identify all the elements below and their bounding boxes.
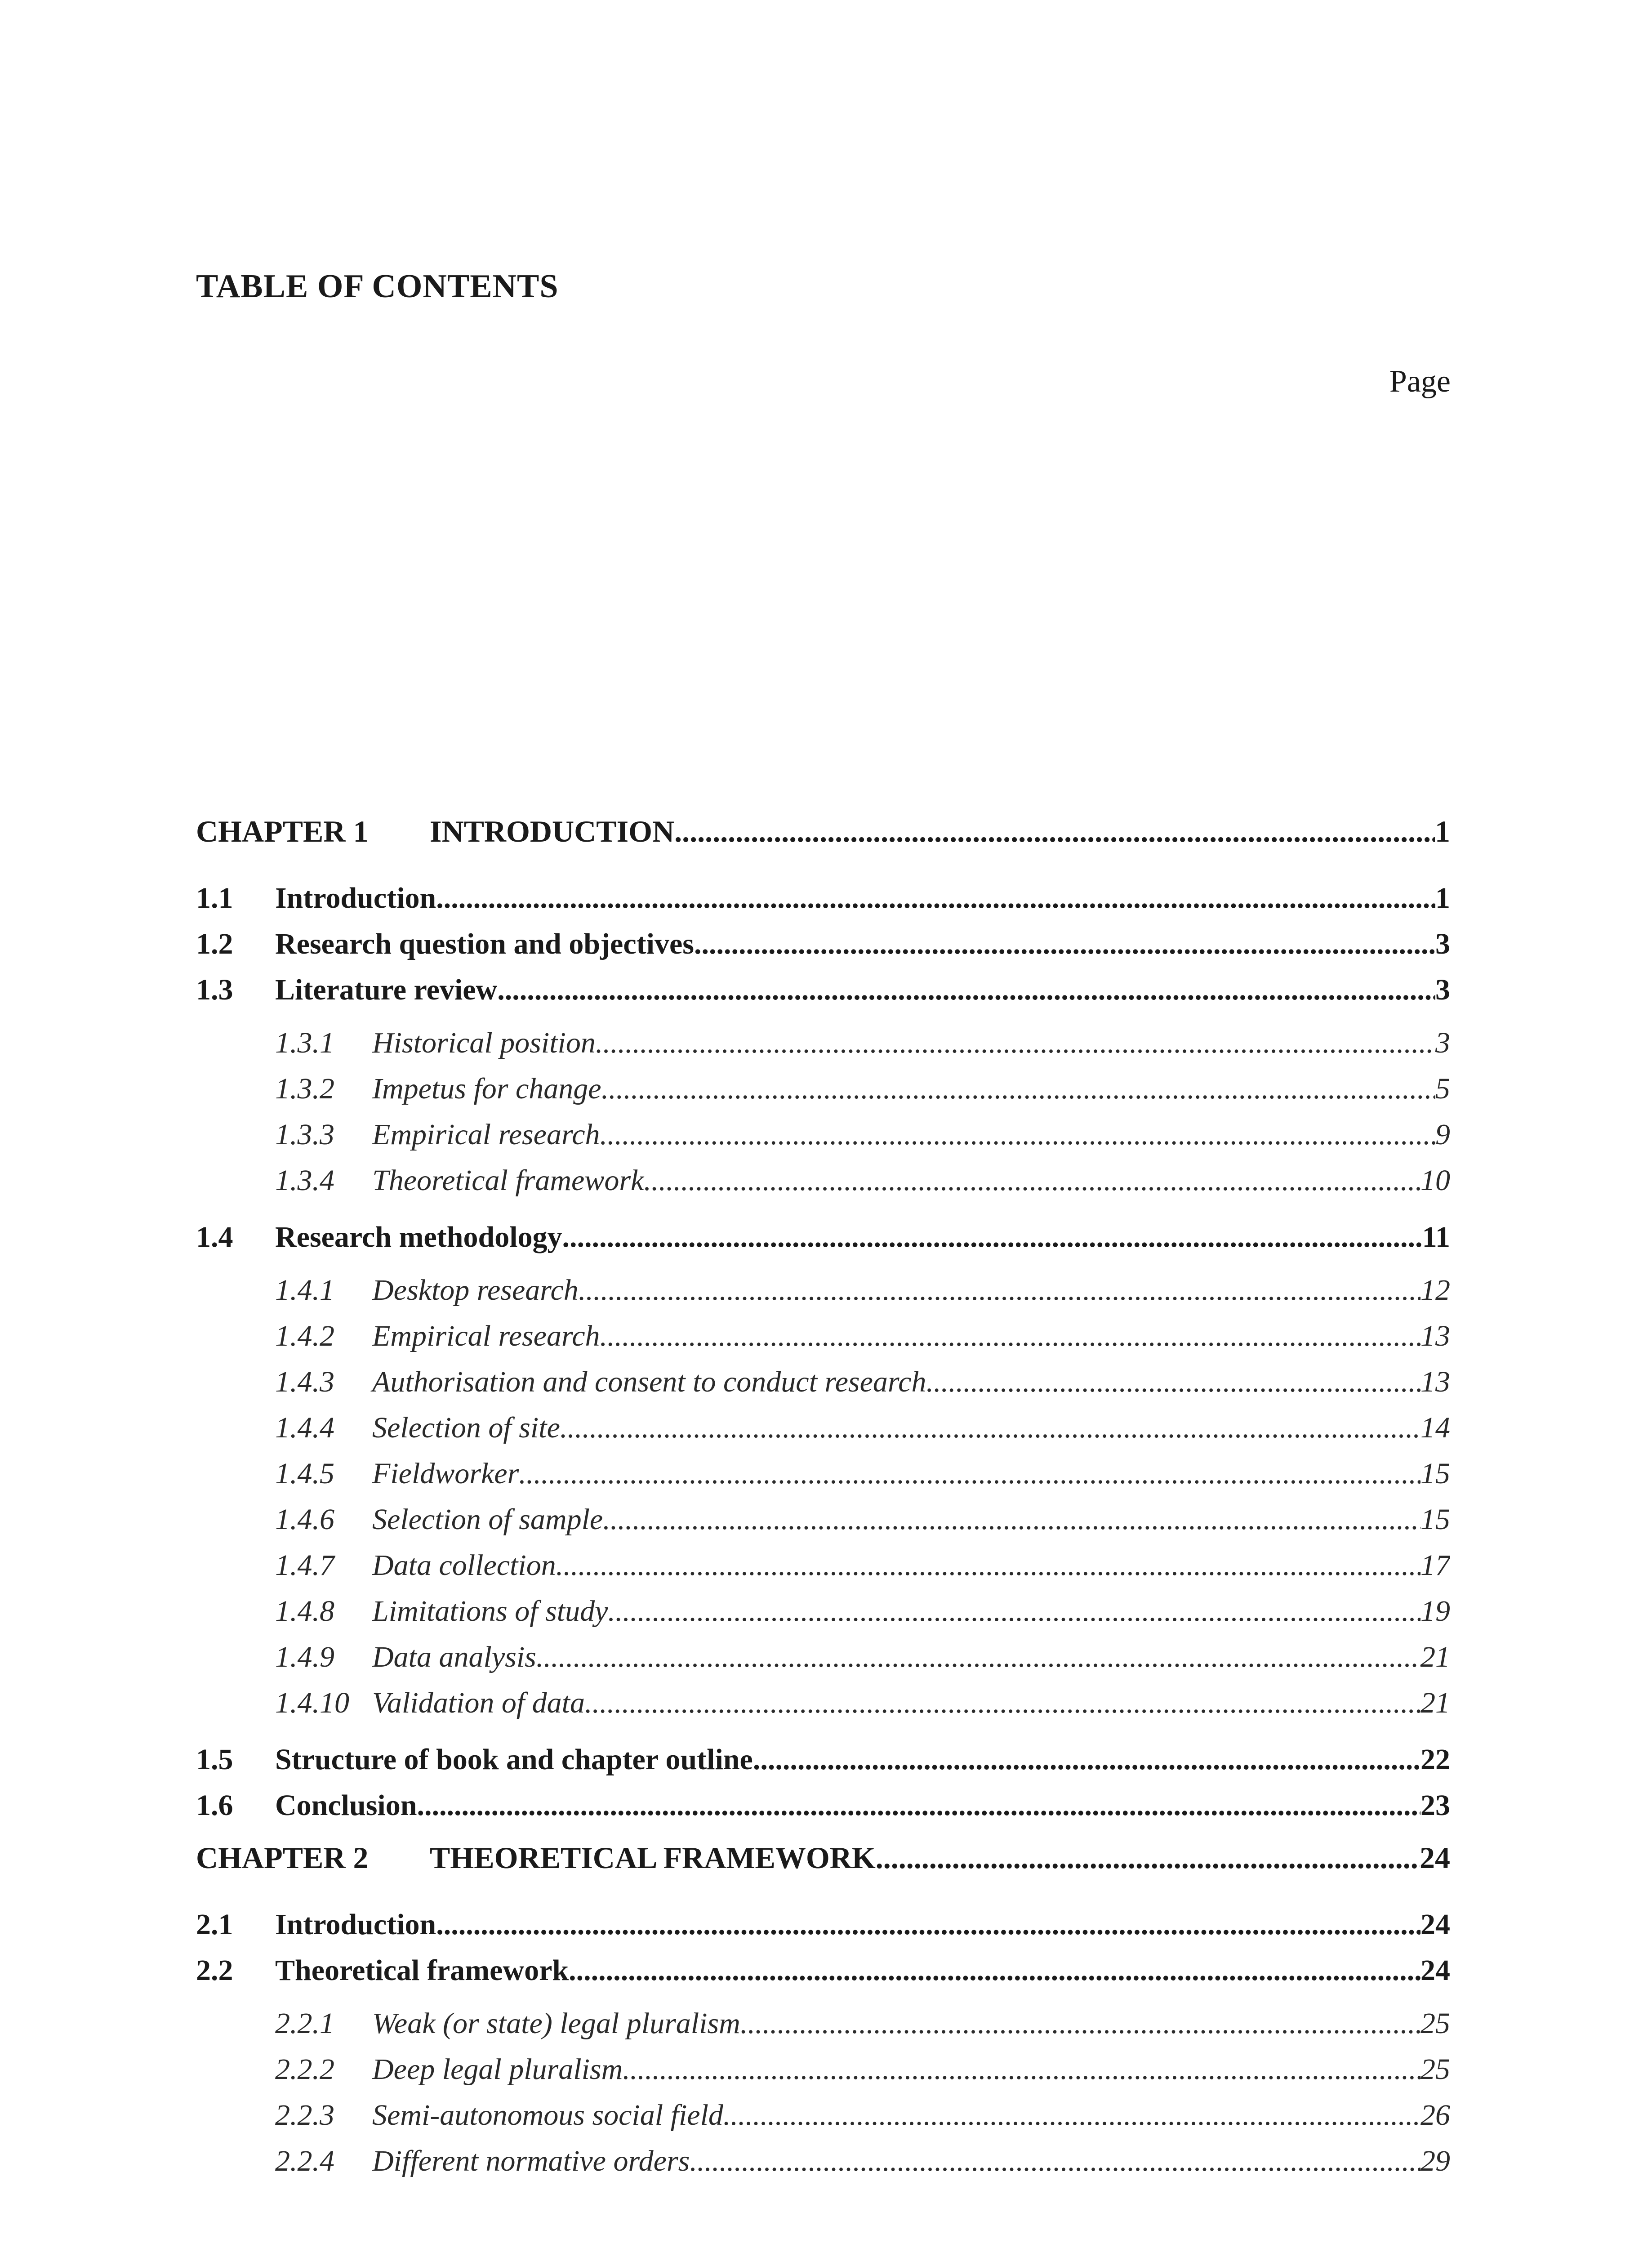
- dot-leader: [417, 1783, 1420, 1829]
- dot-leader: [740, 2001, 1420, 2047]
- subsection-title: Desktop research: [372, 1274, 579, 1307]
- subsection-number: 1.4.10: [275, 1686, 349, 1719]
- page-number: 3: [1435, 928, 1450, 960]
- toc-subsection-1-3-3[interactable]: [196, 1112, 1450, 1158]
- section-title: Research methodology: [275, 1221, 562, 1253]
- subsection-title: Selection of sample: [372, 1503, 603, 1536]
- subsection-title: Authorisation and consent to conduct research: [372, 1365, 926, 1398]
- section-title: Literature review: [275, 973, 498, 1006]
- section-title: Theoretical framework: [275, 1954, 569, 1987]
- subsection-title: Limitations of study: [372, 1595, 608, 1628]
- subsection-number: 1.4.2: [275, 1320, 334, 1352]
- page-number: 17: [1420, 1549, 1450, 1582]
- chapter-label: CHAPTER 1: [196, 814, 369, 848]
- table-of-contents: [196, 808, 1450, 2184]
- toc-subsection-1-4-2[interactable]: [196, 1313, 1450, 1359]
- subsection-title: Weak (or state) legal pluralism: [372, 2007, 740, 2040]
- toc-subsection-1-3-1[interactable]: [196, 1020, 1450, 1066]
- subsection-number: 1.4.3: [275, 1365, 334, 1398]
- dot-leader: [560, 1405, 1420, 1451]
- page-number: 29: [1420, 2145, 1450, 2177]
- toc-subsection-2-2-2[interactable]: [196, 2047, 1450, 2092]
- page-number: 3: [1435, 973, 1450, 1006]
- subsection-title: Fieldworker: [372, 1457, 519, 1490]
- dot-leader: [562, 1214, 1422, 1260]
- toc-subsection-1-4-8[interactable]: [196, 1588, 1450, 1634]
- subsection-title: Data collection: [372, 1549, 556, 1582]
- subsection-number: 2.2.4: [275, 2145, 334, 2177]
- page-number: 14: [1420, 1411, 1450, 1444]
- toc-chapter-1[interactable]: [196, 808, 1450, 855]
- subsection-title: Historical position: [372, 1026, 596, 1059]
- dot-leader: [436, 875, 1435, 921]
- page-number: 3: [1435, 1026, 1450, 1059]
- section-title: Conclusion: [275, 1789, 417, 1822]
- page-number: 15: [1420, 1457, 1450, 1490]
- subsection-number: 1.4.9: [275, 1641, 334, 1673]
- section-title: Introduction: [275, 1908, 436, 1941]
- dot-leader: [644, 1158, 1420, 1204]
- section-number: 1.2: [196, 928, 233, 960]
- section-number: 1.3: [196, 973, 233, 1006]
- toc-section-2-1[interactable]: [196, 1902, 1450, 1948]
- page-number: 13: [1420, 1320, 1450, 1352]
- subsection-number: 1.4.1: [275, 1274, 334, 1307]
- toc-subsection-1-4-6[interactable]: [196, 1497, 1450, 1543]
- section-number: 2.2: [196, 1954, 233, 1987]
- dot-leader: [556, 1543, 1420, 1588]
- toc-subsection-1-4-3[interactable]: [196, 1359, 1450, 1405]
- dot-leader: [926, 1359, 1420, 1405]
- section-title: Research question and objectives: [275, 928, 694, 960]
- subsection-title: Selection of site: [372, 1411, 560, 1444]
- page-number: 24: [1420, 1954, 1450, 1987]
- dot-leader: [596, 1020, 1435, 1066]
- page-number: 21: [1420, 1641, 1450, 1673]
- chapter-title: THEORETICAL FRAMEWORK: [430, 1841, 876, 1875]
- dot-leader: [723, 2092, 1420, 2138]
- section-number: 1.4: [196, 1221, 233, 1253]
- section-number: 2.1: [196, 1908, 233, 1941]
- page-number: 9: [1435, 1118, 1450, 1151]
- dot-leader: [569, 1948, 1420, 1994]
- subsection-title: Different normative orders: [372, 2145, 690, 2177]
- toc-subsection-1-4-10[interactable]: [196, 1680, 1450, 1726]
- page-column-label: Page: [1389, 364, 1451, 399]
- chapter-label: CHAPTER 2: [196, 1841, 369, 1875]
- dot-leader: [536, 1634, 1420, 1680]
- toc-subsection-1-4-7[interactable]: [196, 1543, 1450, 1588]
- section-number: 1.5: [196, 1743, 233, 1776]
- subsection-number: 1.4.7: [275, 1549, 334, 1582]
- subsection-number: 1.4.4: [275, 1411, 334, 1444]
- page-number: 1: [1435, 814, 1450, 848]
- dot-leader: [600, 1112, 1435, 1158]
- toc-subsection-1-4-1[interactable]: [196, 1267, 1450, 1313]
- page-title: TABLE OF CONTENTS: [196, 268, 559, 305]
- page-number: 15: [1420, 1503, 1450, 1536]
- section-number: 1.1: [196, 882, 233, 914]
- subsection-title: Empirical research: [372, 1320, 600, 1352]
- dot-leader: [519, 1451, 1420, 1497]
- page-number: 5: [1435, 1072, 1450, 1105]
- page-number: 26: [1420, 2099, 1450, 2132]
- subsection-number: 2.2.1: [275, 2007, 334, 2040]
- page-number: 19: [1420, 1595, 1450, 1628]
- page-number: 1: [1435, 882, 1450, 914]
- toc-subsection-2-2-1[interactable]: [196, 2001, 1450, 2047]
- dot-leader: [497, 967, 1435, 1013]
- subsection-number: 1.3.3: [275, 1118, 334, 1151]
- page-number: 25: [1420, 2053, 1450, 2086]
- dot-leader: [585, 1680, 1420, 1726]
- toc-subsection-1-4-9[interactable]: [196, 1634, 1450, 1680]
- section-title: Introduction: [275, 882, 436, 914]
- subsection-title: Semi-autonomous social field: [372, 2099, 723, 2132]
- chapter-title: INTRODUCTION: [430, 814, 675, 848]
- subsection-title: Impetus for change: [372, 1072, 601, 1105]
- dot-leader: [579, 1267, 1420, 1313]
- page-number: 21: [1420, 1686, 1450, 1719]
- subsection-number: 1.4.5: [275, 1457, 334, 1490]
- toc-section-1-4[interactable]: [196, 1214, 1450, 1260]
- toc-subsection-1-3-4[interactable]: [196, 1158, 1450, 1204]
- toc-section-1-1[interactable]: [196, 875, 1450, 921]
- page-number: 24: [1420, 1908, 1450, 1941]
- subsection-number: 1.3.1: [275, 1026, 334, 1059]
- subsection-title: Empirical research: [372, 1118, 600, 1151]
- dot-leader: [876, 1835, 1420, 1881]
- dot-leader: [436, 1902, 1420, 1948]
- toc-subsection-2-2-3[interactable]: [196, 2092, 1450, 2138]
- dot-leader: [690, 2138, 1420, 2184]
- section-number: 1.6: [196, 1789, 233, 1822]
- subsection-title: Data analysis: [372, 1641, 536, 1673]
- dot-leader: [601, 1066, 1435, 1112]
- page-number: 22: [1420, 1743, 1450, 1776]
- toc-section-1-6[interactable]: [196, 1783, 1450, 1829]
- dot-leader: [603, 1497, 1420, 1543]
- subsection-title: Theoretical framework: [372, 1164, 644, 1197]
- subsection-number: 1.4.8: [275, 1595, 334, 1628]
- page-number: 12: [1420, 1274, 1450, 1307]
- page-number: 24: [1420, 1841, 1450, 1875]
- dot-leader: [608, 1588, 1420, 1634]
- page-number: 23: [1420, 1789, 1450, 1822]
- subsection-title: Deep legal pluralism: [372, 2053, 623, 2086]
- subsection-number: 2.2.2: [275, 2053, 334, 2086]
- toc-chapter-2[interactable]: [196, 1835, 1450, 1881]
- subsection-number: 1.3.2: [275, 1072, 334, 1105]
- toc-section-1-2[interactable]: [196, 921, 1450, 967]
- toc-section-1-3[interactable]: [196, 967, 1450, 1013]
- toc-section-2-2[interactable]: [196, 1948, 1450, 1994]
- subsection-title: Validation of data: [372, 1686, 585, 1719]
- toc-subsection-1-4-5[interactable]: [196, 1451, 1450, 1497]
- subsection-number: 1.4.6: [275, 1503, 334, 1536]
- dot-leader: [623, 2047, 1420, 2092]
- toc-section-1-5[interactable]: [196, 1737, 1450, 1783]
- subsection-number: 1.3.4: [275, 1164, 334, 1197]
- dot-leader: [753, 1737, 1420, 1783]
- page-number: 13: [1420, 1365, 1450, 1398]
- page-number: 25: [1420, 2007, 1450, 2040]
- page-number: 10: [1420, 1164, 1450, 1197]
- toc-subsection-1-3-2[interactable]: [196, 1066, 1450, 1112]
- dot-leader: [600, 1313, 1420, 1359]
- dot-leader: [694, 921, 1435, 967]
- dot-leader: [674, 808, 1435, 855]
- toc-subsection-2-2-4[interactable]: [196, 2138, 1450, 2184]
- toc-subsection-1-4-4[interactable]: [196, 1405, 1450, 1451]
- page-number: 11: [1422, 1221, 1450, 1253]
- subsection-number: 2.2.3: [275, 2099, 334, 2132]
- section-title: Structure of book and chapter outline: [275, 1743, 753, 1776]
